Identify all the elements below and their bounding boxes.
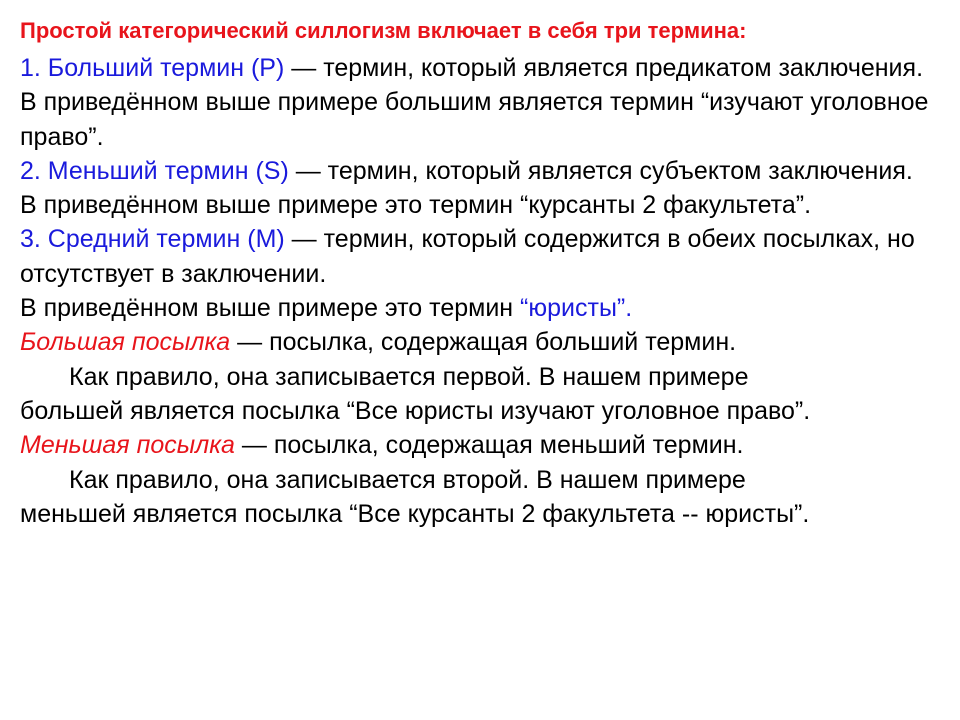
term3-label: 3. Средний термин (М) bbox=[20, 225, 285, 254]
term3-example-prefix: В приведённом выше примере это термин bbox=[20, 294, 521, 323]
minor-premise-definition bbox=[20, 428, 945, 462]
minor-premise-label: Меньшая посылка bbox=[20, 431, 235, 460]
term1-definition bbox=[20, 51, 945, 85]
major-premise-note-first: Как правило, она записывается первой. В нашем примере bbox=[69, 362, 749, 391]
term3-example bbox=[20, 291, 945, 325]
minor-premise-def: — посылка, содержащая меньший термин. bbox=[234, 431, 744, 460]
major-premise-definition bbox=[20, 325, 945, 359]
term2-example: В приведённом выше примере это термин “курсанты 2 факультета”. bbox=[20, 191, 812, 220]
major-premise-note-rest: большей является посылка “Все юристы изучают уголовное право”. bbox=[20, 396, 811, 425]
term2-def: — термин, который является субъектом заключения. bbox=[288, 156, 913, 185]
term1-def: — термин, который является предикатом заключения. bbox=[284, 54, 924, 82]
slide-content bbox=[20, 16, 945, 531]
term3-definition bbox=[20, 222, 945, 291]
slide-heading: Простой категорический силлогизм включает в себя три термина: bbox=[20, 18, 747, 43]
minor-premise-note-first: Как правило, она записывается второй. В нашем примере bbox=[69, 465, 746, 494]
minor-premise-note-rest: меньшей является посылка “Все курсанты 2 факультета -- юристы”. bbox=[20, 499, 810, 528]
major-premise-label: Большая посылка bbox=[20, 328, 231, 357]
term3-def: — термин, который содержится в обеих посылках, но отсутствует в заключении. bbox=[20, 225, 915, 288]
term2-definition bbox=[20, 154, 945, 188]
major-premise-def: — посылка, содержащая больший термин. bbox=[230, 328, 737, 357]
term1-example: В приведённом выше примере большим является термин “изучают уголовное право”. bbox=[20, 88, 929, 151]
term1-label: 1. Больший термин (Р) bbox=[20, 54, 285, 82]
term3-example-term: “юристы”. bbox=[520, 294, 633, 323]
term2-label: 2. Меньший термин (S) bbox=[20, 156, 289, 185]
